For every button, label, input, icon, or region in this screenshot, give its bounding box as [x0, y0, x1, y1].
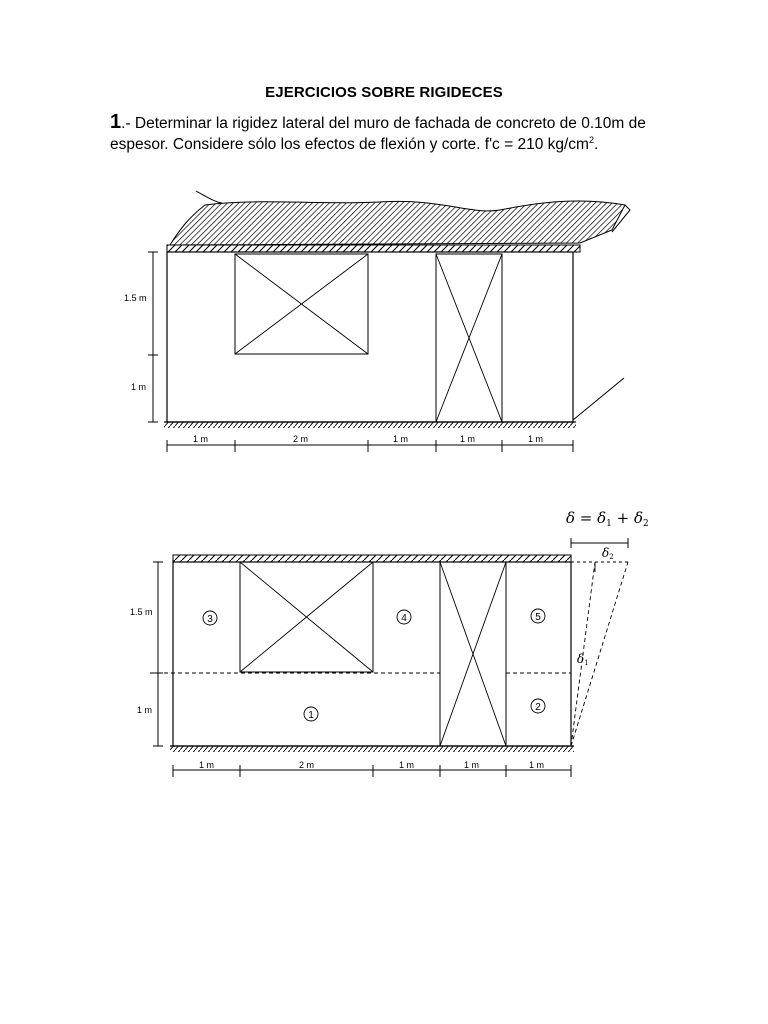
- elevation-door: [440, 562, 506, 746]
- fig2-height-label-upper: 1.5 m: [130, 607, 153, 617]
- segment-3-label: 3: [207, 614, 213, 625]
- delta1-sym: δ: [577, 652, 585, 666]
- segment-1-label: 1: [308, 710, 314, 721]
- elevation-wall: [173, 562, 571, 746]
- deflection-diagram: [571, 538, 628, 746]
- delta1-label: [577, 652, 589, 667]
- fig1-width-label-1: 1 m: [193, 434, 209, 444]
- fig2-width-label-5: 1 m: [529, 760, 545, 770]
- figure-wall-perspective: [148, 191, 630, 452]
- ground-hatch: [164, 422, 576, 428]
- segment-5-label: 5: [535, 612, 541, 623]
- eq-sub1: 1: [606, 519, 612, 529]
- door-opening: [436, 254, 502, 422]
- eq-lhs: δ: [566, 509, 576, 527]
- roof-surface: [170, 201, 625, 245]
- eq-delta2: δ: [634, 509, 644, 527]
- segment-4-label: 4: [401, 613, 407, 624]
- fig2-width-label-3: 1 m: [399, 760, 415, 770]
- eq-delta1: δ: [597, 509, 607, 527]
- deflection-equation: [566, 509, 649, 529]
- fig2-width-label-4: 1 m: [464, 760, 480, 770]
- fig1-height-label-lower: 1 m: [131, 382, 147, 392]
- slab-strip: [167, 245, 580, 252]
- figure-wall-elevation: [150, 538, 628, 777]
- delta1-sub: 1: [584, 659, 589, 667]
- window-opening: [235, 254, 368, 354]
- document-title: EJERCICIOS SOBRE RIGIDECES: [265, 84, 503, 101]
- elevation-slab: [173, 555, 571, 562]
- fig2-height-label-lower: 1 m: [137, 705, 153, 715]
- eq-sub2: 2: [643, 519, 649, 529]
- fig1-width-label-4: 1 m: [460, 434, 476, 444]
- fig2-width-label-1: 1 m: [199, 760, 215, 770]
- fig2-width-label-2: 2 m: [299, 760, 315, 770]
- problem-superscript: 2: [588, 135, 594, 145]
- wall-front: [167, 252, 573, 422]
- problem-text-end: .: [594, 136, 599, 153]
- problem-number: 1: [110, 111, 122, 133]
- segment-2-label: 2: [535, 702, 541, 713]
- fig1-width-label-2: 2 m: [293, 434, 309, 444]
- delta2-sub: 2: [609, 553, 614, 561]
- eq-plus: +: [611, 509, 635, 527]
- problem-text: .- Determinar la rigidez lateral del muro de fachada de concreto de 0.10m de espesor. Considere sólo los efectos de flexión y corte. f'c = 210 kg/cm: [110, 115, 646, 153]
- elevation-window: [240, 562, 373, 672]
- fig1-width-label-5: 1 m: [528, 434, 544, 444]
- eq-equals: =: [575, 509, 598, 527]
- fig1-height-label-upper: 1.5 m: [124, 293, 147, 303]
- delta2-sym: δ: [602, 546, 610, 560]
- roof-edge-curve: [196, 191, 222, 203]
- figure1-dimension-labels: [124, 293, 543, 444]
- fig1-width-label-3: 1 m: [393, 434, 409, 444]
- delta2-label: [602, 546, 614, 561]
